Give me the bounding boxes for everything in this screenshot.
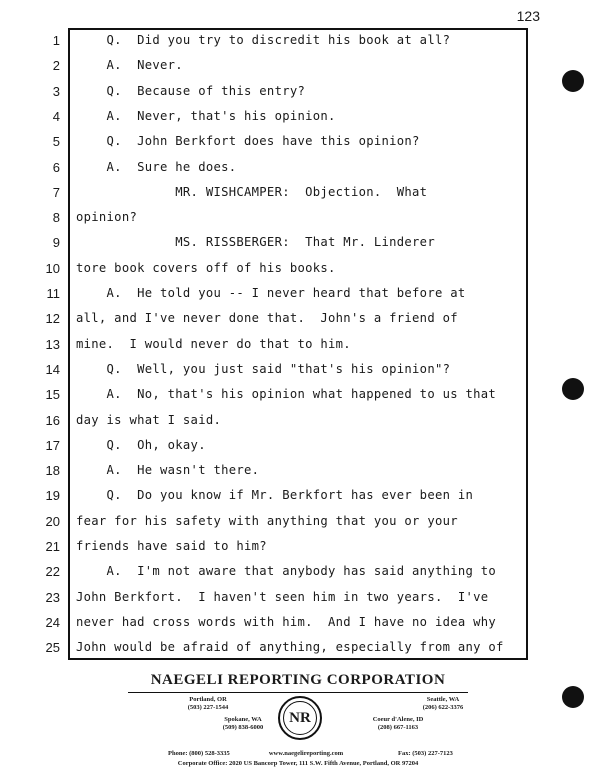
transcript-line: day is what I said. <box>76 412 222 427</box>
line-number: 18 <box>45 463 60 479</box>
transcript-line: A. Never, that's his opinion. <box>76 108 336 123</box>
line-number: 19 <box>45 488 60 504</box>
line-number: 20 <box>45 513 60 529</box>
phone-number: Phone: (800) 528-3335 <box>168 750 230 757</box>
line-number: 21 <box>45 539 60 554</box>
reporter-footer <box>68 664 528 780</box>
corporate-address: Corporate Office: 2020 US Bancorp Tower, 111 S.W. Fifth Avenue, Portland, OR 97204 <box>177 760 419 767</box>
transcript-line: Q. John Berkfort does have this opinion? <box>76 134 420 149</box>
transcript-line: fear for his safety with anything that you or your <box>76 513 458 528</box>
transcript-line: A. He wasn't there. <box>76 463 260 478</box>
transcript-line: Q. Did you try to discredit his book at all? <box>76 33 451 47</box>
line-number: 12 <box>45 311 60 327</box>
transcript-line: John would be afraid of anything, especially from any of <box>76 640 504 655</box>
transcript-line: tore book covers off of his books. <box>76 260 336 275</box>
line-number: 22 <box>45 564 60 580</box>
transcript-line: Q. Well, you just said "that's his opinion"? <box>76 361 451 376</box>
line-number: 3 <box>52 83 60 99</box>
transcript-line: John Berkfort. I haven't seen him in two years. I've <box>76 589 489 604</box>
company-name: NAEGELI REPORTING CORPORATION <box>150 672 446 688</box>
line-number: 1 <box>52 33 60 48</box>
line-number: 23 <box>45 589 60 605</box>
website-link: www.naegelireporting.com <box>268 750 344 757</box>
line-number: 11 <box>46 286 60 301</box>
line-number: 17 <box>45 437 60 453</box>
binder-hole-icon <box>562 378 584 400</box>
transcript-line: MS. RISSBERGER: That Mr. Linderer <box>76 235 435 250</box>
office-spokane: Spokane, WA (509) 838-6000 <box>222 716 264 731</box>
line-number: 15 <box>45 387 60 403</box>
transcript-line: mine. I would never do that to him. <box>76 336 351 351</box>
transcript-line: opinion? <box>76 210 138 225</box>
line-number: 6 <box>52 159 60 175</box>
footer-divider <box>128 692 468 693</box>
transcript-line: Q. Oh, okay. <box>76 437 206 452</box>
binder-hole-icon <box>562 686 584 708</box>
fax-number: Fax: (503) 227-7123 <box>398 750 453 757</box>
office-coeur-dalene: Coeur d'Alene, ID (208) 667-1163 <box>372 716 424 731</box>
line-number: 4 <box>52 108 60 124</box>
line-number: 16 <box>45 412 60 428</box>
transcript-line: all, and I've never done that. John's a friend of <box>76 311 458 326</box>
transcript-line: Q. Because of this entry? <box>76 83 306 98</box>
line-number: 2 <box>52 58 60 74</box>
line-number: 25 <box>45 640 60 656</box>
transcript-line: MR. WISHCAMPER: Objection. What <box>76 184 428 199</box>
transcript-line: A. He told you -- I never heard that before at <box>76 286 466 300</box>
office-seattle: Seattle, WA (206) 622-3376 <box>422 696 464 711</box>
transcript-line: A. Sure he does. <box>76 159 237 174</box>
transcript-line: A. I'm not aware that anybody has said anything to <box>76 564 497 579</box>
transcript-line: A. No, that's his opinion what happened to us that <box>76 387 497 402</box>
line-number-column <box>0 28 66 660</box>
line-number: 10 <box>45 260 60 276</box>
transcript-line: Q. Do you know if Mr. Berkfort has ever been in <box>76 488 474 503</box>
transcript-line: friends have said to him? <box>76 539 267 553</box>
page-number: 123 <box>516 8 540 24</box>
line-number: 7 <box>52 184 60 200</box>
line-number: 5 <box>52 134 60 150</box>
transcript-line: never had cross words with him. And I have no idea why <box>76 614 497 629</box>
line-number: 13 <box>45 336 60 352</box>
binder-hole-icon <box>562 70 584 92</box>
line-number: 8 <box>52 210 60 226</box>
transcript-line: A. Never. <box>76 58 183 73</box>
line-number: 24 <box>45 614 60 630</box>
company-seal-logo: NR <box>278 696 322 740</box>
transcript-text <box>76 28 524 660</box>
line-number: 14 <box>45 361 60 377</box>
line-number: 9 <box>52 235 60 251</box>
office-portland: Portland, OR (503) 227-1544 <box>187 696 229 711</box>
